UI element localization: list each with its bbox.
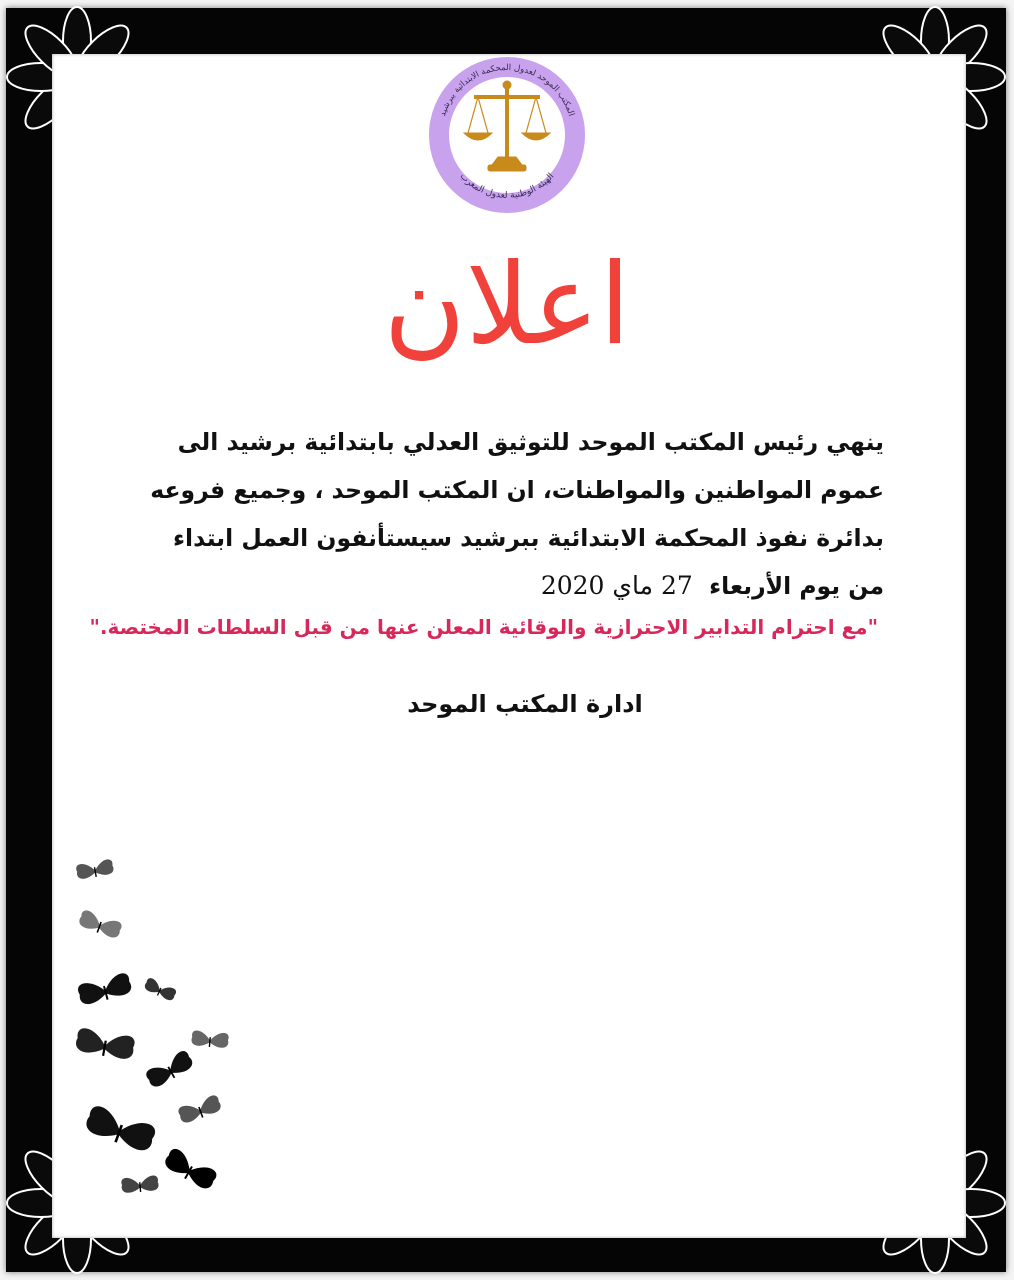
announcement-title: اعلان: [383, 240, 631, 370]
date-value: 27 ماي 2020: [540, 571, 693, 600]
body-line: بدائرة نفوذ المحكمة الابتدائية ببرشيد سيستأنفون العمل ابتداء: [173, 524, 884, 552]
announcement-body: [130, 418, 884, 610]
date-line: [130, 562, 884, 610]
body-line: ينهي رئيس المكتب الموحد للتوثيق العدلي بابتدائية برشيد الى: [177, 428, 884, 456]
date-line-prefix: من يوم الأربعاء: [709, 572, 884, 600]
body-line: عموم المواطنين والمواطنات، ان المكتب الموحد ، وجميع فروعه: [150, 476, 884, 504]
signature: ادارة المكتب الموحد: [407, 690, 643, 718]
seal-top-text: المكتب الموحد لعدول المحكمة الابتدائية ببرشيد: [437, 62, 577, 118]
precaution-note: "مع احترام التدابير الاحترازية والوقائية المعلن عنها من قبل السلطات المختصة.": [89, 615, 878, 639]
butterflies-decoration: [60, 840, 250, 1220]
seal-logo: [412, 55, 602, 215]
seal-bottom-text: الهيئة الوطنية لعدول المغرب: [457, 171, 557, 201]
